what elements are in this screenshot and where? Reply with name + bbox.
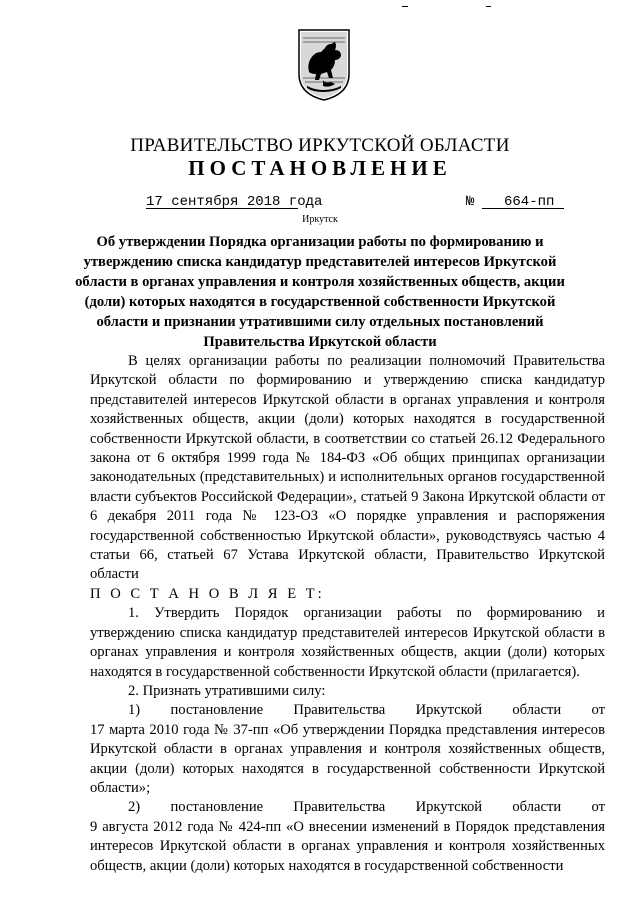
city-name: Иркутск [302,214,338,225]
document-type: ПОСТАНОВЛЕНИЕ [188,156,452,180]
scan-mark [486,6,491,7]
subpoint-2-heading: 2) постановление Правительства Иркутской области от [128,799,605,816]
coat-of-arms-emblem [297,28,351,102]
point-1: 1. Утвердить Порядок организации работы по формированию и утверждению списка кандидатур представителей интересов Иркутской области в органах управления и контроля хозяйственных обществ, акции (доли) которых находятся в государственной собственности Иркутской области (прилагается). [90,605,605,680]
point-2: 2. Признать утратившими силу: [128,682,326,699]
subpoint-1-heading: 1) постановление Правительства Иркутской области от [128,702,605,719]
date-underline [146,208,298,209]
subpoint-2-text: 9 августа 2012 года № 424-пп «О внесении изменений в Порядок представления интересов Иркутской области в органах управления и контроля хозяйственных обществ, акции (доли) которых находятся в государственной собственности [90,818,605,874]
document-date: 17 сентября 2018 года [146,194,323,210]
preamble-paragraph: В целях организации работы по реализации полномочий Правительства Иркутской области по формированию и утверждению списка кандидатур представителей интересов Иркутской области в органах управления и контроля хозяйственных обществ, акции (доли) которых находятся в государственной собственности Иркутской области, в соответствии со статьей 26.12 Федерального закона от 6 октября 1999 года № 184-ФЗ «Об общих принципах организации законодательных (представительных) и исполнительных органов государственной власти субъектов Российской Федерации», статьей 9 Закона Иркутской области от 6 декабря 2011 года № 123-ОЗ «О порядке управления и распоряжения государственной собственностью Иркутской области», руководствуясь частью 4 статьи 66, статьей 67 Устава Иркутской области, Правительство Иркутской области [90,353,605,583]
subpoint-1-text: 17 марта 2010 года № 37-пп «Об утверждении Порядка представления интересов Иркутской области в органах управления и контроля хозяйственных обществ, акции (доли) которых находятся в государственной собственности Иркутской области»; [90,721,605,796]
resolve-heading: П О С Т А Н О В Л Я Е Т: [90,585,325,602]
document-title: Об утверждении Порядка организации работы по формированию и утверждению списка кандидатур представителей интересов Иркутской области в органах управления и контроля хозяйственных обществ, акции (доли) которых находятся в государственной собственности Иркутской области и признании утратившими силу отдельных постановлений Правительства Иркутской области [75,234,565,350]
scan-mark [402,6,408,7]
number-underline [482,208,564,209]
number-sign: № [466,194,475,210]
document-number: 664-пп [504,194,555,210]
document-body [90,352,605,876]
organization-name: ПРАВИТЕЛЬСТВО ИРКУТСКОЙ ОБЛАСТИ [130,135,510,156]
